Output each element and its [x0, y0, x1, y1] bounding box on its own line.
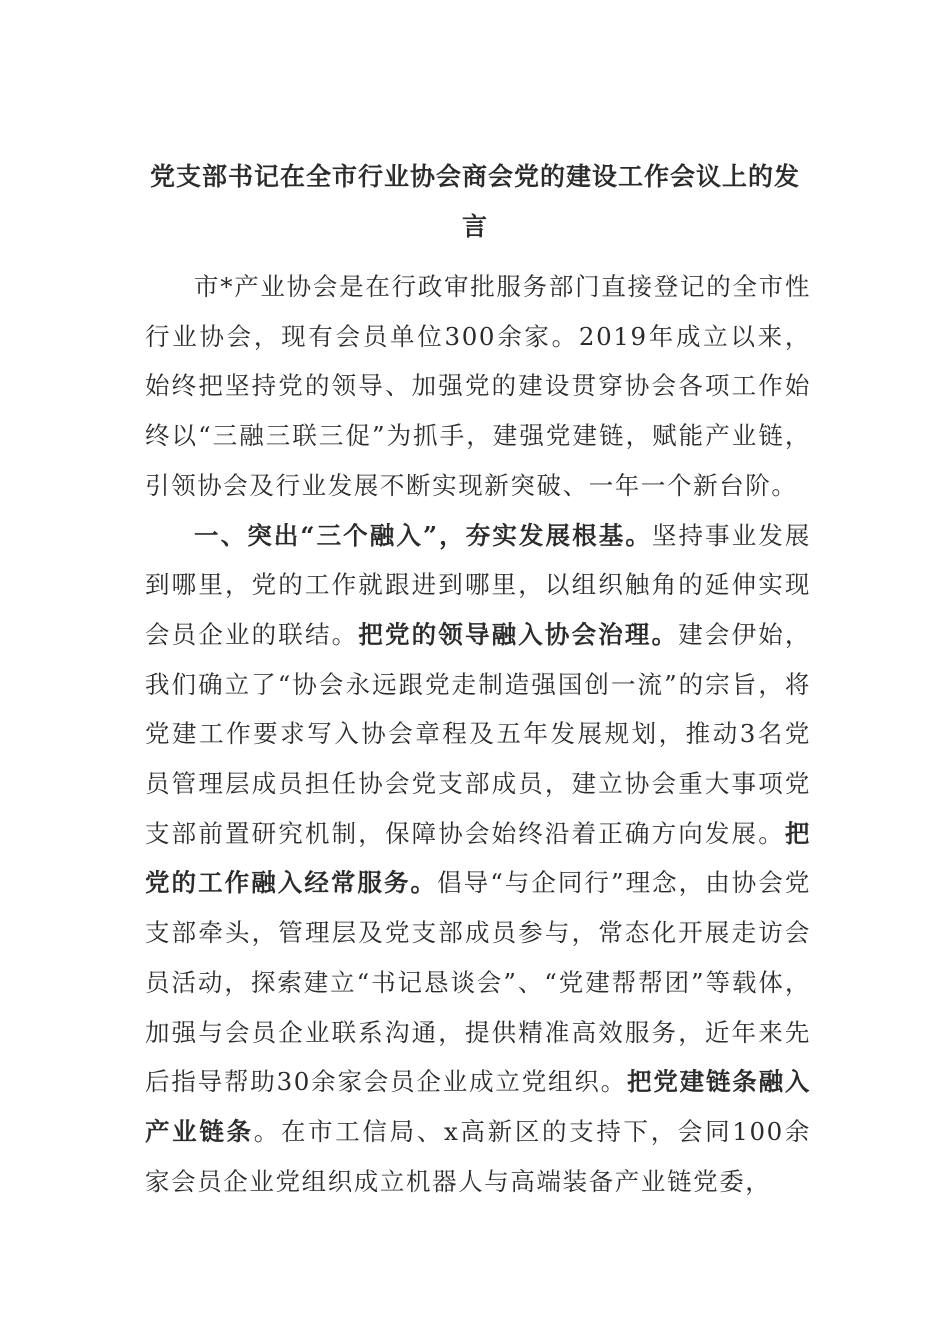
intro-paragraph: 市*产业协会是在行政审批服务部门直接登记的全市性行业协会，现有会员单位300余家。2019年成立以来，始终把坚持党的领导、加强党的建设贯穿协会各项工作始终以“三融三联三促”为抓手，建强党建链，赋能产业链，引领协会及行业发展不断实现新突破、一年一个新台阶。 [145, 272, 811, 500]
section-intro: 坚持事业发展到哪里，党的工作就跟进到哪里，以组织触角的延伸实现会员企业的联结。 [145, 520, 812, 649]
document-body [145, 262, 811, 1206]
point-one-text: 建会伊始，我们确立了“协会永远跟党走制造强国创一流”的宗旨，将党建工作要求写入协会章程及五年发展规划，推动3名党员管理层成员担任协会党支部成员，建立协会重大事项党支部前置研究机制，保障协会始终沿着正确方向发展。 [145, 619, 811, 848]
document-title: 党支部书记在全市行业协会商会党的建设工作会议上的发言 [149, 162, 800, 241]
point-two-text: 倡导“与企同行”理念，由协会党支部牵头，管理层及党支部成员参与，常态化开展走访会员活动，探索建立“书记恳谈会”、“党建帮帮团”等载体，加强与会员企业联系沟通，提供精准高效服务，近年来先后指导帮助30余家会员企业成立党组织。 [145, 868, 811, 1097]
section-heading: 一、突出“三个融入”，夯实发展根基。 [194, 520, 652, 550]
point-three-title: 把党建链条融入产业链条 [145, 1067, 812, 1146]
point-two-title: 把党的工作融入经常服务。 [145, 818, 811, 898]
point-three-text: 。在市工信局、x高新区的支持下，会同100余家会员企业党组织成立机器人与高端装备产业链党委， [145, 1116, 811, 1196]
section-one-paragraph [145, 511, 811, 1207]
point-one-title: 把党的领导融入协会治理。 [358, 619, 679, 649]
